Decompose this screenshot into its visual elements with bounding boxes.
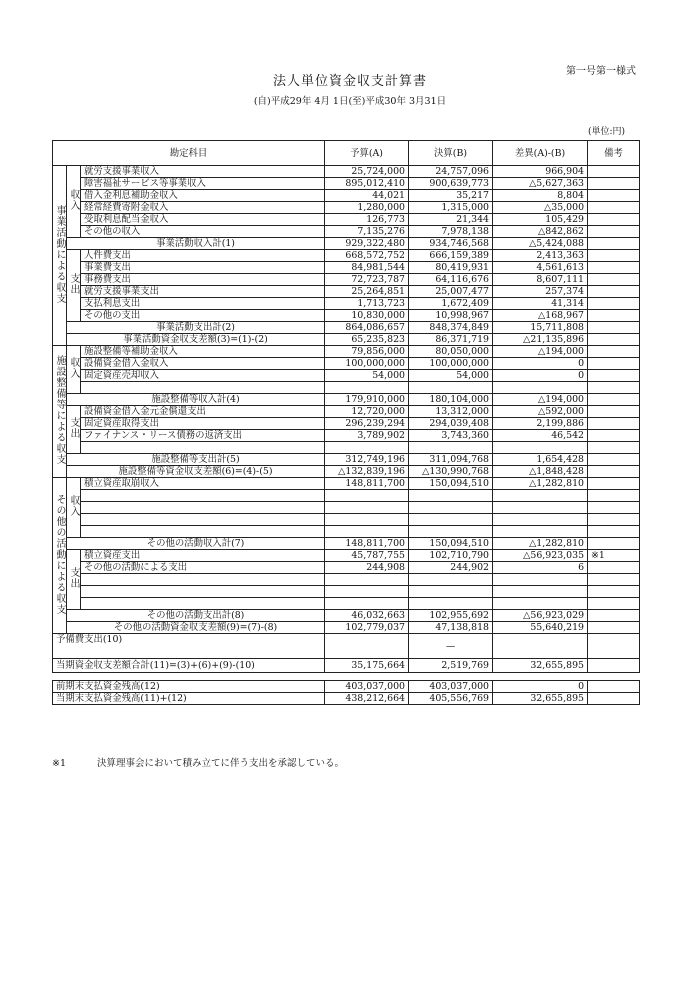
table-row [53,478,640,490]
sub-income [67,478,81,538]
actual-cell: 311,094,768 [409,454,493,466]
remarks-cell [588,430,640,442]
budget-cell: 25,724,000 [325,166,409,178]
empty-cell [409,526,493,538]
variance-cell: △194,000 [493,394,588,406]
variance-cell: 32,655,895 [493,659,588,673]
variance-cell: △592,000 [493,406,588,418]
item-name: 積立資産取崩収入 [81,478,325,490]
spacer-row [53,673,640,681]
actual-cell: 405,556,769 [409,693,493,705]
actual-cell: 64,116,676 [409,274,493,286]
empty-cell [81,442,325,454]
budget-cell: 12,720,000 [325,406,409,418]
empty-cell [409,502,493,514]
item-name: 就労支援事業支出 [81,286,325,298]
closing-balance-row [53,693,640,705]
empty-cell [409,586,493,598]
remarks-cell [588,406,640,418]
empty-cell [81,526,325,538]
sub-expense-label: 支出 [68,567,79,589]
budget-cell: 296,239,294 [325,418,409,430]
table-row [53,346,640,358]
table-row [53,442,640,454]
variance-cell: △842,862 [493,226,588,238]
item-name: 設備資金借入金収入 [81,358,325,370]
remarks-cell [588,418,640,430]
table-row [53,166,640,178]
table-row [53,526,640,538]
balance-row [53,334,640,346]
remarks-cell [588,478,640,490]
budget-cell: 7,135,276 [325,226,409,238]
document-title: 法人単位資金収支計算書 [272,74,427,89]
variance-cell: △194,000 [493,346,588,358]
budget-cell: 79,856,000 [325,346,409,358]
table-row [53,406,640,418]
cash-flow-table [52,140,640,705]
reserve-row [53,634,640,659]
item-name: 経常経費寄附金収入 [81,202,325,214]
total-label: その他の活動資金収支差額(9)=(7)-(8) [67,622,325,634]
reserve-actual: — [445,640,456,652]
table-row [53,574,640,586]
empty-cell [588,442,640,454]
item-name: 受取利息配当金収入 [81,214,325,226]
spacer-cell [53,673,640,681]
budget-cell: 1,280,000 [325,202,409,214]
empty-cell [325,442,409,454]
footnote [52,755,344,769]
variance-cell: 105,429 [493,214,588,226]
empty-cell [588,514,640,526]
actual-cell: 1,315,000 [409,202,493,214]
remarks-cell [588,214,640,226]
table-row [53,178,640,190]
empty-cell [588,502,640,514]
remarks-cell [588,622,640,634]
variance-cell: △5,424,088 [493,238,588,250]
header-item: 勘定科目 [53,141,325,166]
subtotal-row [53,238,640,250]
table-row [53,562,640,574]
budget-cell: 44,021 [325,190,409,202]
balance-row [53,622,640,634]
variance-cell: △1,848,428 [493,466,588,478]
form-number: 第一号第一様式 [566,66,636,77]
empty-cell [81,490,325,502]
item-name: その他の活動による支出 [81,562,325,574]
budget-cell: 25,264,851 [325,286,409,298]
table-row [53,214,640,226]
variance-cell: 0 [493,358,588,370]
remarks-cell [588,346,640,358]
empty-cell [325,490,409,502]
empty-cell [588,598,640,610]
variance-cell: 8,607,111 [493,274,588,286]
section-other [53,478,67,634]
budget-cell: 244,908 [325,562,409,574]
footnote-text: 決算理事会において積み立てに伴う支出を承認している。 [97,758,345,769]
remarks-cell [588,693,640,705]
table-row [53,202,640,214]
budget-cell: 45,787,755 [325,550,409,562]
sub-expense-label: 支出 [68,417,79,439]
remarks-cell [588,538,640,550]
variance-cell: 55,640,219 [493,622,588,634]
unit-label: (単位:円) [588,127,626,137]
actual-cell: 294,039,408 [409,418,493,430]
empty-cell [493,598,588,610]
actual-cell: 180,104,000 [409,394,493,406]
item-name: その他の支出 [81,310,325,322]
sub-expense [67,550,81,610]
empty-cell [409,442,493,454]
variance-cell: 8,804 [493,190,588,202]
actual-cell: 80,050,000 [409,346,493,358]
total-label: 施設整備等収入計(4) [67,394,325,406]
variance-cell: △168,967 [493,310,588,322]
budget-cell: 65,235,823 [325,334,409,346]
item-name: ファイナンス・リース債務の返済支出 [81,430,325,442]
sub-income-label: 収入 [68,189,79,211]
variance-cell: 1,654,428 [493,454,588,466]
budget-cell: 864,086,657 [325,322,409,334]
budget-cell: 72,723,787 [325,274,409,286]
variance-cell: 6 [493,562,588,574]
empty-cell [493,586,588,598]
empty-cell [409,514,493,526]
actual-cell: 150,094,510 [409,538,493,550]
variance-cell: 2,413,363 [493,250,588,262]
empty-cell [409,490,493,502]
remarks-cell [588,262,640,274]
table-row [53,514,640,526]
table-row [53,310,640,322]
subtotal-row [53,454,640,466]
budget-cell: 312,749,196 [325,454,409,466]
budget-cell: 126,773 [325,214,409,226]
empty-cell [325,598,409,610]
header-actual: 決算(B) [409,141,493,166]
budget-cell: 54,000 [325,370,409,382]
total-label: 事業活動支出計(2) [67,322,325,334]
total-label: 事業活動収入計(1) [67,238,325,250]
table-row [53,598,640,610]
actual-cell: 102,710,790 [409,550,493,562]
variance-cell: △1,282,810 [493,478,588,490]
item-name: 設備資金借入金元金償還支出 [81,406,325,418]
empty-cell [325,514,409,526]
item-name: 施設整備等補助金収入 [81,346,325,358]
actual-cell: 244,902 [409,562,493,574]
variance-cell: 0 [493,681,588,693]
budget-cell: 179,910,000 [325,394,409,406]
table-row [53,358,640,370]
table-row [53,550,640,562]
item-name: 固定資産売却収入 [81,370,325,382]
remarks-cell [588,634,640,659]
variance-cell: 46,542 [493,430,588,442]
total-label: その他の活動支出計(8) [67,610,325,622]
total-label: 施設整備等支出計(5) [67,454,325,466]
item-name: 人件費支出 [81,250,325,262]
item-name: 積立資産支出 [81,550,325,562]
footnote-mark: ※1 [52,758,67,769]
actual-cell: 102,955,692 [409,610,493,622]
sub-income [67,166,81,238]
variance-cell: 32,655,895 [493,693,588,705]
subtotal-row [53,322,640,334]
variance-cell: 41,314 [493,298,588,310]
variance-cell: 966,904 [493,166,588,178]
empty-cell [81,382,325,394]
closing-label: 当期末支払資金残高(11)+(12) [53,693,325,705]
item-name: 障害福祉サービス等事業収入 [81,178,325,190]
remarks-cell [588,370,640,382]
section-facility [53,346,67,478]
actual-cell [409,634,493,659]
actual-cell: 80,419,931 [409,262,493,274]
variance-cell: △35,000 [493,202,588,214]
section-operating-label: 事業活動による収支 [54,204,65,304]
subtotal-row [53,394,640,406]
header-budget: 予算(A) [325,141,409,166]
actual-cell: 21,344 [409,214,493,226]
sub-expense [67,406,81,454]
empty-cell [81,514,325,526]
sub-income-label: 収入 [68,357,79,379]
variance-cell: 257,374 [493,286,588,298]
budget-cell: 102,779,037 [325,622,409,634]
grand-balance-label: 当期資金収支差額合計(11)=(3)+(6)+(9)-(10) [53,659,325,673]
empty-cell [493,382,588,394]
table-row [53,490,640,502]
remarks-cell [588,334,640,346]
empty-cell [493,502,588,514]
actual-cell: 934,746,568 [409,238,493,250]
actual-cell: 666,159,389 [409,250,493,262]
table-row [53,226,640,238]
variance-cell: △5,627,363 [493,178,588,190]
budget-cell: 148,811,700 [325,538,409,550]
section-other-label: その他の活動による収支 [54,493,65,615]
section-facility-label: 施設整備等による収支 [54,355,65,465]
remarks-cell [588,454,640,466]
table-row [53,370,640,382]
table-row [53,586,640,598]
remarks-cell [588,659,640,673]
balance-row [53,466,640,478]
empty-cell [325,502,409,514]
actual-cell: 13,312,000 [409,406,493,418]
variance-cell [493,634,588,659]
empty-cell [588,382,640,394]
variance-cell: △1,282,810 [493,538,588,550]
empty-cell [325,382,409,394]
remarks-cell [588,202,640,214]
empty-cell [588,490,640,502]
variance-cell: 15,711,808 [493,322,588,334]
total-label: その他の活動収入計(7) [67,538,325,550]
remarks-cell [588,298,640,310]
actual-cell: 24,757,096 [409,166,493,178]
sub-expense-label: 支出 [68,273,79,295]
table-row [53,262,640,274]
actual-cell: 150,094,510 [409,478,493,490]
budget-cell: 1,713,723 [325,298,409,310]
budget-cell: 3,789,902 [325,430,409,442]
remarks-cell [588,238,640,250]
budget-cell: 84,981,544 [325,262,409,274]
empty-cell [588,574,640,586]
budget-cell: 403,037,000 [325,681,409,693]
variance-cell: 0 [493,370,588,382]
table-row [53,418,640,430]
empty-cell [588,526,640,538]
variance-cell: △21,135,896 [493,334,588,346]
table-row [53,274,640,286]
empty-cell [81,502,325,514]
empty-cell [325,586,409,598]
budget-cell: 668,572,752 [325,250,409,262]
actual-cell: 3,743,360 [409,430,493,442]
empty-cell [493,514,588,526]
header-remarks: 備考 [588,141,640,166]
actual-cell: 403,037,000 [409,681,493,693]
actual-cell: 54,000 [409,370,493,382]
actual-cell: 848,374,849 [409,322,493,334]
item-name: 就労支援事業収入 [81,166,325,178]
budget-cell: 35,175,664 [325,659,409,673]
empty-cell [493,442,588,454]
sub-income [67,346,81,394]
header-row [53,141,640,166]
table-row [53,250,640,262]
sub-income-label: 収入 [68,495,79,517]
table-row [53,382,640,394]
actual-cell: 10,998,967 [409,310,493,322]
item-name: 支払利息支出 [81,298,325,310]
empty-cell [409,574,493,586]
budget-cell [325,634,409,659]
empty-cell [493,574,588,586]
remarks-cell [588,358,640,370]
variance-cell: △56,923,035 [493,550,588,562]
empty-cell [493,526,588,538]
variance-cell: △56,923,029 [493,610,588,622]
table-row [53,430,640,442]
remarks-cell [588,681,640,693]
actual-cell: 2,519,769 [409,659,493,673]
budget-cell: 46,032,663 [325,610,409,622]
remarks-cell [588,322,640,334]
actual-cell: 47,138,818 [409,622,493,634]
actual-cell: 25,007,477 [409,286,493,298]
empty-cell [81,598,325,610]
item-name: 固定資産取得支出 [81,418,325,430]
item-name: 事業費支出 [81,262,325,274]
subtotal-row [53,610,640,622]
budget-cell: 10,830,000 [325,310,409,322]
empty-cell [409,382,493,394]
total-label: 事業活動資金収支差額(3)=(1)-(2) [67,334,325,346]
table-row [53,286,640,298]
empty-cell [81,574,325,586]
variance-cell: 4,561,613 [493,262,588,274]
section-operating [53,166,67,346]
budget-cell: 929,322,480 [325,238,409,250]
grand-balance-row [53,659,640,673]
remarks-cell [588,310,640,322]
reserve-label: 予備費支出(10) [53,634,325,659]
table-row [53,190,640,202]
table-row [53,502,640,514]
empty-cell [588,586,640,598]
item-name: 借入金利息補助金収入 [81,190,325,202]
remarks-cell [588,286,640,298]
remarks-cell [588,274,640,286]
remarks-cell [588,394,640,406]
table-row [53,298,640,310]
empty-cell [81,586,325,598]
budget-cell: 438,212,664 [325,693,409,705]
actual-cell: 1,672,409 [409,298,493,310]
opening-label: 前期末支払資金残高(12) [53,681,325,693]
empty-cell [325,526,409,538]
budget-cell: 895,012,410 [325,178,409,190]
remarks-cell [588,166,640,178]
empty-cell [325,574,409,586]
variance-cell: 2,199,886 [493,418,588,430]
budget-cell: 148,811,700 [325,478,409,490]
item-name: 事務費支出 [81,274,325,286]
remarks-cell [588,178,640,190]
empty-cell [409,598,493,610]
actual-cell: 900,639,773 [409,178,493,190]
actual-cell: △130,990,768 [409,466,493,478]
sub-expense [67,250,81,322]
remarks-cell [588,250,640,262]
budget-cell: 100,000,000 [325,358,409,370]
header-variance: 差異(A)-(B) [493,141,588,166]
item-name: その他の収入 [81,226,325,238]
actual-cell: 7,978,138 [409,226,493,238]
remarks-cell [588,226,640,238]
fiscal-period: (自)平成29年 4月 1日(至)平成30年 3月31日 [253,96,447,107]
actual-cell: 86,371,719 [409,334,493,346]
actual-cell: 100,000,000 [409,358,493,370]
remarks-cell: ※1 [588,550,640,562]
remarks-cell [588,562,640,574]
remarks-cell [588,466,640,478]
empty-cell [493,490,588,502]
subtotal-row [53,538,640,550]
opening-balance-row [53,681,640,693]
budget-cell: △132,839,196 [325,466,409,478]
remarks-cell [588,610,640,622]
remarks-cell [588,190,640,202]
actual-cell: 35,217 [409,190,493,202]
total-label: 施設整備等資金収支差額(6)=(4)-(5) [67,466,325,478]
